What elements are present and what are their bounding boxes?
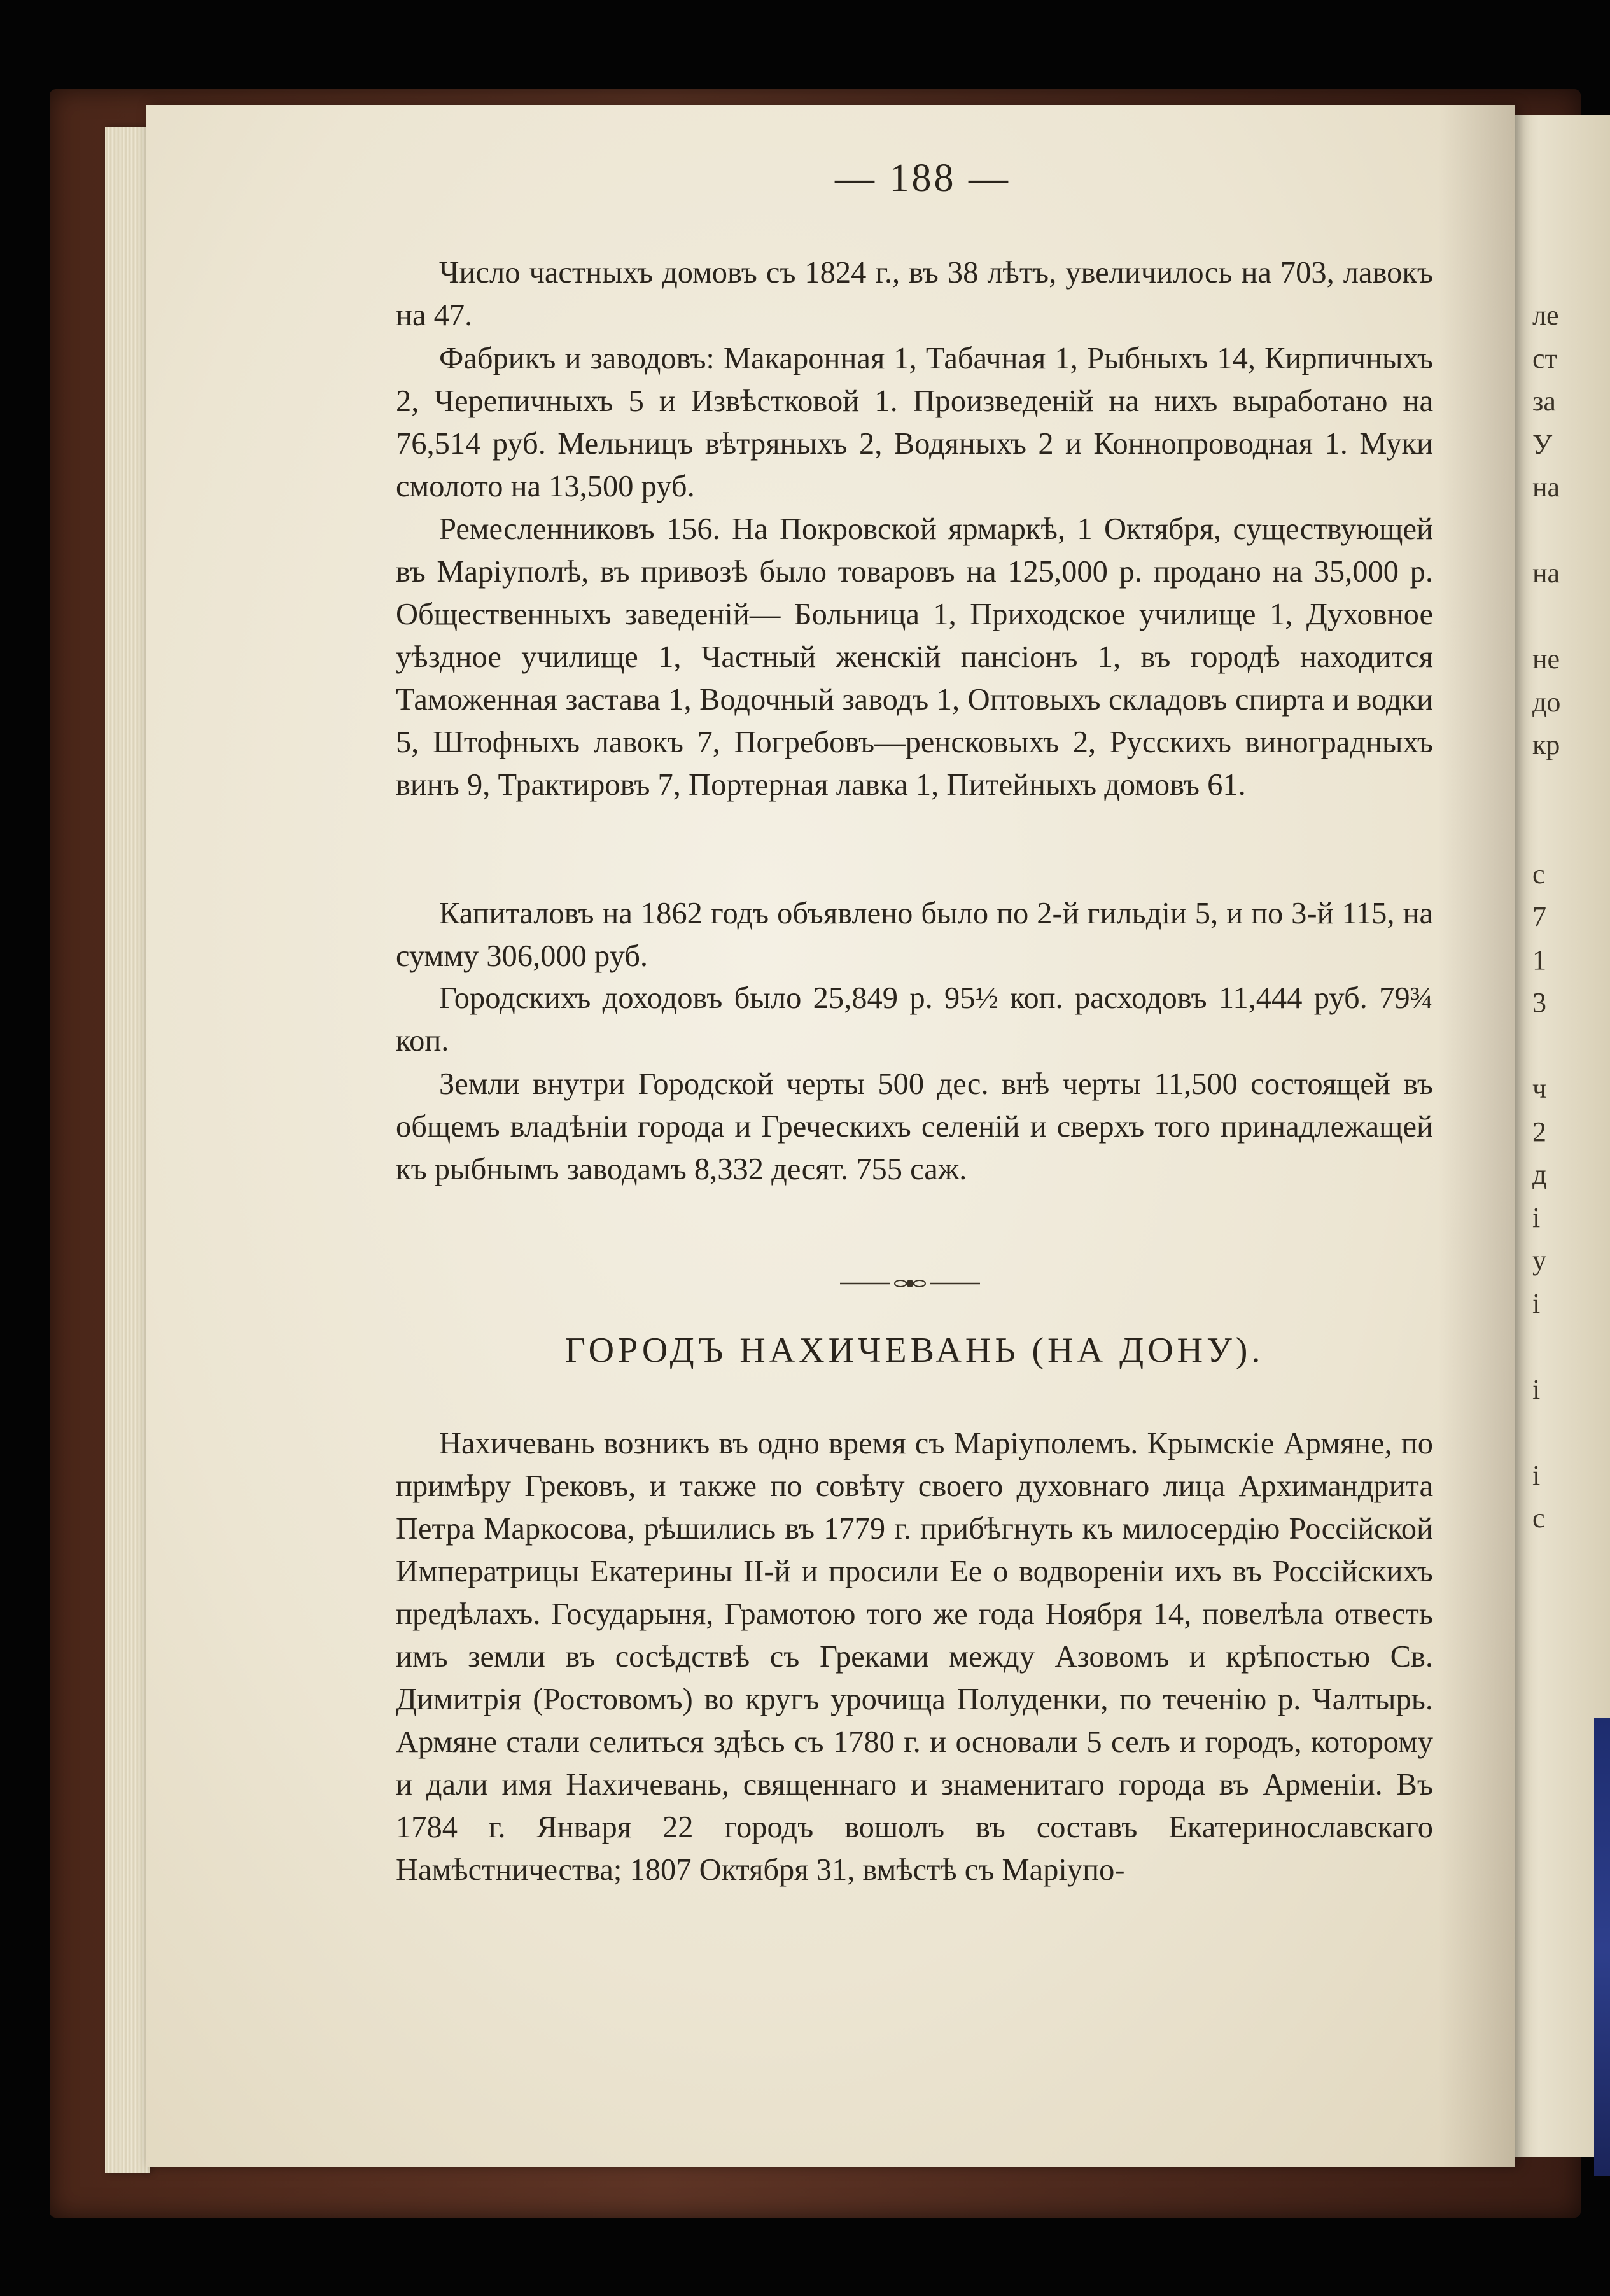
next-page-fragment: ле [1532,300,1559,331]
next-page-fragment: ч [1532,1073,1547,1104]
paragraph-income [396,977,1433,1062]
page-gutter-shadow [1438,105,1515,2167]
ribbon-marker [1594,1718,1610,2176]
next-page-fragment: не [1532,643,1560,675]
paragraph-text: Капиталовъ на 1862 годъ объявлено было по 2-й гильдіи 5, и по 3-й 115, на сумму 306,000 руб. [396,897,1433,973]
next-page-fragment: 7 [1532,901,1546,932]
paragraph-text: Число частныхъ домовъ съ 1824 г., въ 38 лѣтъ, увеличилось на 703, лавокъ на 47. [396,256,1433,332]
next-page-fragment: д [1532,1159,1547,1190]
paragraph-craftsmen [396,508,1433,806]
next-page-fragment: с [1532,858,1545,890]
paragraph-factories [396,337,1433,508]
paragraph-houses [396,251,1433,337]
page-number: — 188 — [835,157,1011,200]
paragraph-text: Нахичевань возникъ въ одно время съ Маріуполемъ. Крымскіе Армяне, по примѣру Грековъ, и также по совѣту своего духовнаго лица Архимандрита Петра Маркосова, рѣшились въ 1779 г. прибѣгнуть къ милосердію Россійской Императрицы Екатерины II-й и просили Ее о водвореніи ихъ въ Россійскихъ предѣлахъ. Государыня, Грамотою того же года Ноября 14, повелѣла отвесть имъ земли въ сосѣдствѣ съ Греками между Азовомъ и крѣпостью Св. Димитрія (Ростовомъ) во кругъ урочища Полуденки, по теченію р. Чалтырь. Армяне стали селиться здѣсь съ 1780 г. и основали 5 селъ и городъ, которому и дали имя Нахичевань, священнаго и знаменитаго города въ Арменіи. Въ 1784 г. Января 22 городъ вошолъ въ составъ Екатеринославскаго Намѣстничества; 1807 Октября 31, вмѣстѣ съ Маріупо- [396,1427,1433,1887]
next-page-fragment: на [1532,557,1560,589]
next-page-fragment: ст [1532,343,1557,374]
paragraph-capitals [396,892,1433,977]
paragraph-nakhichevan [396,1422,1433,1891]
paragraph-text: Городскихъ доходовъ было 25,849 р. 95½ коп. расходовъ 11,444 руб. 79¾ коп. [396,981,1433,1058]
section-divider-ornament [827,1276,993,1295]
paragraph-text: Фабрикъ и заводовъ: Макаронная 1, Табачная 1, Рыбныхъ 14, Кирпичныхъ 2, Черепичныхъ 5 и Извѣстковой 1. Произведеній на нихъ выработано на 76,514 руб. Мельницъ вѣтряныхъ 2, Водяныхъ 2 и Коннопроводная 1. Муки смолото на 13,500 руб. [396,342,1433,503]
next-page-fragment: У [1532,429,1553,460]
next-page-fragment: і [1532,1288,1541,1319]
next-page-fragment: 2 [1532,1116,1546,1147]
paragraph-text: Ремесленниковъ 156. На Покровской ярмаркѣ, 1 Октября, существующей въ Маріуполѣ, въ привозѣ было товаровъ на 125,000 р. продано на 35,000 р. Общественныхъ заведеній— Больница 1, Приходское училище 1, Духовное уѣздное училище 1, Частный женскій пансіонъ 1, въ городѣ находится Таможенная застава 1, Водочный заводъ 1, Оптовыхъ складовъ спирта и водки 5, Штофныхъ лавокъ 7, Погребовъ—ренсковыхъ 2, Русскихъ виноградныхъ винъ 9, Трактировъ 7, Портерная лавка 1, Питейныхъ домовъ 61. [396,512,1433,802]
next-page-fragment: за [1532,386,1556,417]
page-stack-edge [105,127,150,2173]
paragraph-lands [396,1063,1433,1191]
next-page-fragment: і [1532,1460,1541,1491]
next-page-fragment: і [1532,1374,1541,1405]
next-page-fragment: на [1532,472,1560,503]
next-page-fragment: і [1532,1202,1541,1233]
next-page-fragment: 3 [1532,987,1546,1018]
next-page-fragment: кр [1532,729,1560,760]
next-page-fragment: с [1532,1502,1545,1534]
paragraph-text: Земли внутри Городской черты 500 дес. внѣ черты 11,500 состоящей въ общемъ владѣніи города и Греческихъ селеній и сверхъ того принадлежащей къ рыбнымъ заводамъ 8,332 десят. 755 саж. [396,1067,1433,1186]
next-page-fragment: у [1532,1245,1546,1276]
divider-flourish-icon [834,1276,986,1291]
next-page-fragment: 1 [1532,944,1546,976]
next-page-fragment: до [1532,687,1561,718]
section-heading: ГОРОДЪ НАХИЧЕВАНЬ (НА ДОНУ). [564,1331,1264,1370]
